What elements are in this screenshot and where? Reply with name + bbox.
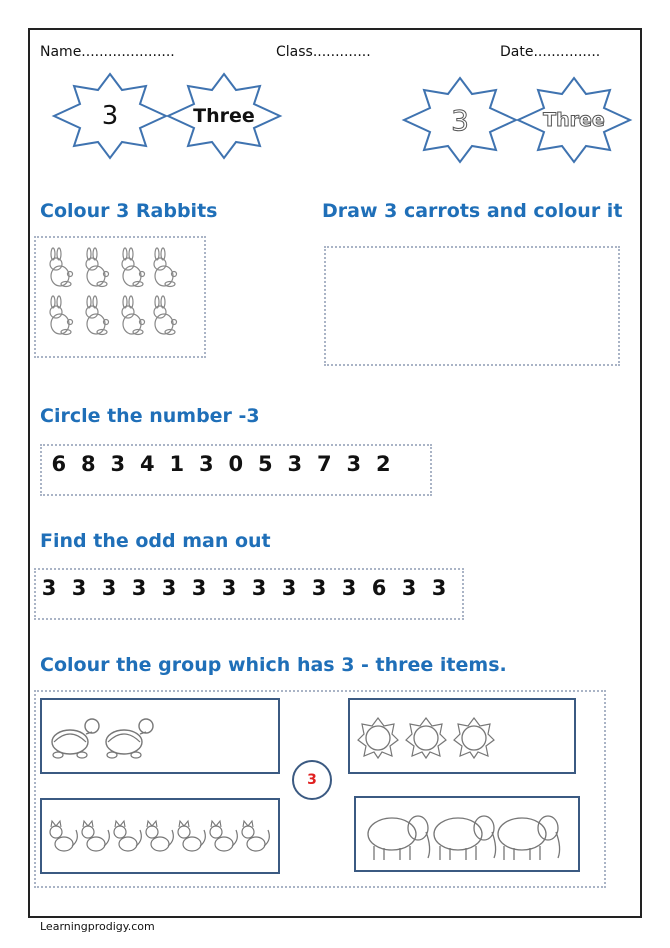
- carrots-drawing-box[interactable]: [324, 246, 620, 366]
- fox-icon: [114, 821, 141, 851]
- circle-digit[interactable]: 2: [375, 452, 391, 476]
- circle-numbers-row: [44, 452, 398, 476]
- star-trace-word-text: Three: [543, 109, 605, 131]
- name-field: Name.....................: [40, 44, 175, 60]
- elephant-icon: [434, 816, 496, 860]
- fox-icon: [146, 821, 173, 851]
- fox-icon: [178, 821, 205, 851]
- circle-digit[interactable]: 3: [287, 452, 303, 476]
- odd-digit[interactable]: 3: [191, 576, 207, 600]
- circle-digit[interactable]: 4: [139, 452, 155, 476]
- star-trace-numeral-text: 3: [451, 103, 469, 137]
- rabbit-icon: [50, 296, 73, 335]
- odd-digit[interactable]: 6: [371, 576, 387, 600]
- circle-digit[interactable]: 3: [346, 452, 362, 476]
- rabbit-icon: [122, 296, 145, 335]
- elephant-icon: [498, 816, 560, 860]
- group-turtles[interactable]: [40, 698, 280, 774]
- odd-digit[interactable]: 3: [101, 576, 117, 600]
- odd-numbers-row: [34, 576, 454, 600]
- center-badge-text: 3: [307, 772, 317, 788]
- odd-digit[interactable]: 3: [311, 576, 327, 600]
- odd-digit[interactable]: 3: [221, 576, 237, 600]
- circle-digit[interactable]: 0: [228, 452, 244, 476]
- circle-digit[interactable]: 7: [316, 452, 332, 476]
- rabbit-icon: [122, 248, 145, 287]
- odd-digit[interactable]: 3: [281, 576, 297, 600]
- circle-digit[interactable]: 1: [169, 452, 185, 476]
- rabbit-icon: [86, 248, 109, 287]
- star-trace-numeral: [404, 78, 516, 162]
- circle-heading: Circle the number -3: [40, 405, 260, 427]
- odd-digit[interactable]: 3: [161, 576, 177, 600]
- odd-digit[interactable]: 3: [401, 576, 417, 600]
- footer-credit: Learningprodigy.com: [40, 920, 155, 933]
- turtle-icon: [106, 719, 153, 758]
- fox-icon: [242, 821, 269, 851]
- circle-digit[interactable]: 5: [257, 452, 273, 476]
- carrots-heading: Draw 3 carrots and colour it: [322, 200, 623, 222]
- fox-icon: [210, 821, 237, 851]
- star-word-text: Three: [193, 105, 255, 127]
- star-numeral-text: 3: [101, 101, 119, 131]
- odd-digit[interactable]: 3: [41, 576, 57, 600]
- star-word: [168, 74, 280, 158]
- group-foxes[interactable]: [40, 798, 280, 874]
- star-trace-word: [518, 78, 630, 162]
- date-field: Date...............: [500, 44, 601, 60]
- odd-digit[interactable]: 3: [341, 576, 357, 600]
- circle-digit[interactable]: 6: [51, 452, 67, 476]
- flower-icon: [454, 718, 494, 758]
- flower-icon: [358, 718, 398, 758]
- center-badge: [292, 760, 332, 800]
- circle-digit[interactable]: 3: [110, 452, 126, 476]
- elephant-icon: [368, 816, 430, 860]
- rabbits-heading: Colour 3 Rabbits: [40, 200, 218, 222]
- circle-digit[interactable]: 3: [198, 452, 214, 476]
- rabbits-grid: [36, 238, 208, 360]
- circle-digit[interactable]: 8: [80, 452, 96, 476]
- turtle-icon: [52, 719, 99, 758]
- star-numeral: [54, 74, 166, 158]
- flower-icon: [406, 718, 446, 758]
- rabbit-icon: [86, 296, 109, 335]
- odd-digit[interactable]: 3: [251, 576, 267, 600]
- group-elephants[interactable]: [354, 796, 580, 872]
- fox-icon: [82, 821, 109, 851]
- rabbit-icon: [154, 248, 177, 287]
- fox-icon: [50, 821, 77, 851]
- odd-digit[interactable]: 3: [131, 576, 147, 600]
- class-field: Class.............: [276, 44, 371, 60]
- odd-digit[interactable]: 3: [431, 576, 447, 600]
- group-flowers[interactable]: [348, 698, 576, 774]
- group-heading: Colour the group which has 3 - three items.: [40, 654, 507, 676]
- odd-heading: Find the odd man out: [40, 530, 271, 552]
- rabbit-icon: [50, 248, 73, 287]
- rabbits-box: [34, 236, 206, 358]
- odd-digit[interactable]: 3: [71, 576, 87, 600]
- rabbit-icon: [154, 296, 177, 335]
